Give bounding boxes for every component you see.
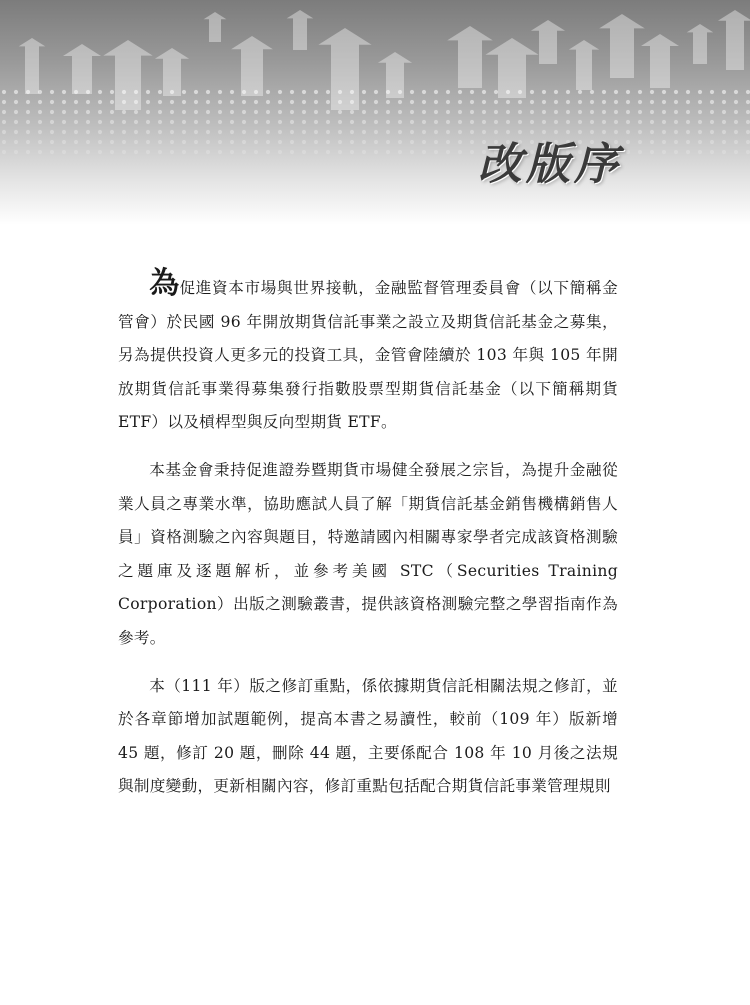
arrows-dot-pattern [0,0,750,225]
paragraph-3: 本（111 年）版之修訂重點，係依據期貨信託相關法規之修訂，並於各章節增加試題範例，提高本書之易讀性，較前（109 年）版新增 45 題，修訂 20 題，刪除 44 題，主要係配合 108 年 10 月後之法規與制度變動，更新相關內容，修訂重點包括配合期貨信託事業管理規則 [118,676,618,796]
page-title: 改版序 [478,139,622,190]
drop-cap: 為 [149,266,180,301]
header-banner [0,0,750,225]
paragraph-1-text: 促進資本市場與世界接軌，金融監督管理委員會（以下簡稱金管會）於民國 96 年開放期貨信託事業之設立及期貨信託基金之募集，另為提供投資人更多元的投資工具，金管會陸續於 103 年與 105 年開放期貨信託事業得募集發行指數股票型期貨信託基金（以下簡稱期貨 ETF）以及槓桿型與反向型期貨 ETF。 [118,279,618,432]
paragraph-2: 本基金會秉持促進證券暨期貨市場健全發展之宗旨，為提升金融從業人員之專業水準，協助應試人員了解「期貨信託基金銷售機構銷售人員」資格測驗之內容與題目，特邀請國內相關專家學者完成該資格測驗之題庫及逐題解析，並參考美國 STC（Securities Training Corporation）出版之測驗叢書，提供該資格測驗完整之學習指南作為參考。 [118,460,618,647]
preface-body [118,266,618,804]
paragraph-1 [118,266,618,440]
